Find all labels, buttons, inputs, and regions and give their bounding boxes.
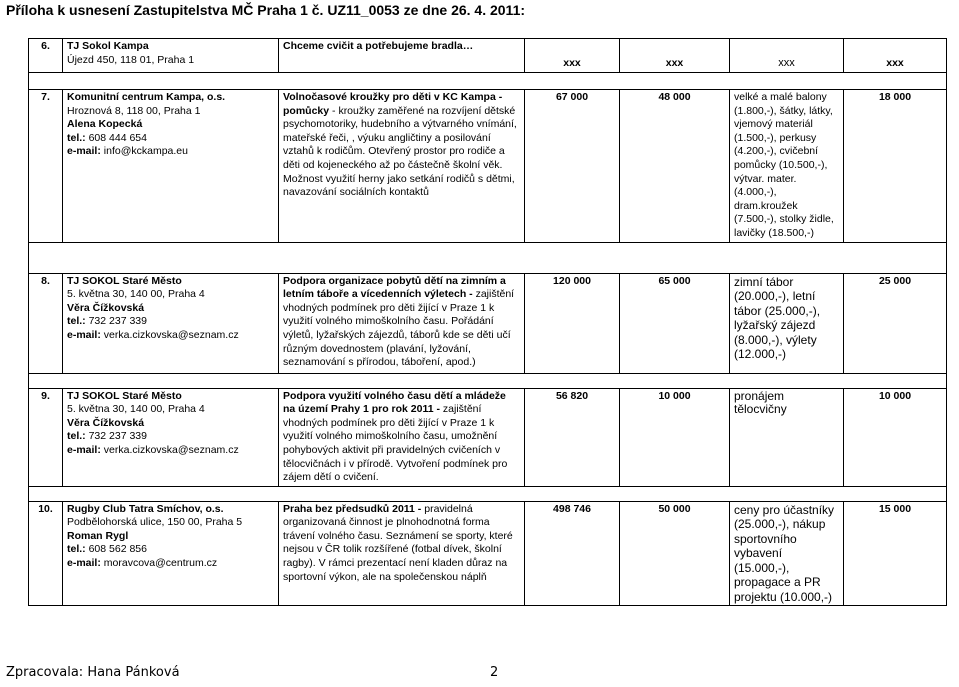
granted-amount: xxx (844, 39, 947, 73)
tel-value: 732 237 339 (88, 315, 147, 328)
org-address: Podbělohorská ulice, 150 00, Praha 5 (67, 516, 243, 529)
tel-label: tel.: (67, 430, 86, 443)
project-title: Praha bez předsudků 2011 - (283, 502, 422, 515)
organization-cell (63, 39, 279, 73)
email-value: verka.cizkovska@seznam.cz (103, 443, 239, 456)
organization-cell (63, 273, 279, 373)
org-name: Komunitní centrum Kampa, o.s. (67, 91, 226, 103)
org-address: 5. května 30, 140 00, Praha 4 (67, 288, 205, 301)
items-cell: velké a malé balony (1.800,-), šátky, látky, vjemový materiál (1.500,-), perkusy (4.200,-), cvičební pomůcky (10.500,-), výtvar. mater. (4.000,-), dram.kroužek (7.500,-), stolky židle, lavičky (18.500,-) (730, 90, 844, 243)
items-cell: pronájem tělocvičny (730, 388, 844, 486)
tel-value: 608 444 654 (88, 131, 147, 144)
total-cost: 67 000 (525, 90, 620, 243)
project-title: Volnočasové kroužky pro děti v KC Kampa - pomůcky (283, 91, 503, 117)
items-cell: xxx (730, 39, 844, 73)
project-title: Podpora organizace pobytů dětí na zimním a letním táboře a vícedenních výletech - (283, 274, 506, 301)
org-address: Újezd 450, 118 01, Praha 1 (67, 53, 195, 66)
table-row (29, 90, 947, 243)
contact-person: Roman Rygl (67, 529, 129, 542)
project-title: Podpora využití volného času dětí a mládeže na území Prahy 1 pro rok 2011 - (283, 389, 506, 416)
tel-label: tel.: (67, 315, 86, 328)
org-name: TJ SOKOL Staré Město (67, 389, 182, 402)
tel-label: tel.: (67, 543, 86, 556)
email-label: e-mail: (67, 557, 101, 570)
project-cell: Chceme cvičit a potřebujeme bradla… (279, 39, 525, 73)
table-row (29, 501, 947, 606)
email-value: info@kckampa.eu (103, 145, 188, 158)
tel-value: 608 562 856 (88, 543, 147, 556)
page-number: 2 (490, 665, 499, 680)
email-label: e-mail: (67, 145, 101, 158)
organization-cell (63, 501, 279, 606)
row-number: 8. (29, 273, 63, 373)
requested-amount: 10 000 (620, 388, 730, 486)
project-description: zajištění vhodných podmínek pro děti žijící v Praze 1 k využití volného mimoškolního času, umožnění pohybových aktivit při pravidelných cvičeních v tělocvičnách i v přírodě. Vytvoření podmínek pro zájem dětí o cvičení. (283, 403, 508, 484)
contact-person: Věra Čížkovská (67, 301, 145, 314)
org-address: 5. května 30, 140 00, Praha 4 (67, 403, 205, 416)
spacer-row (29, 242, 947, 273)
total-cost: 56 820 (525, 388, 620, 486)
total-cost: xxx (525, 39, 620, 73)
email-label: e-mail: (67, 328, 101, 341)
project-cell (279, 273, 525, 373)
row-number: 9. (29, 388, 63, 486)
email-value: moravcova@centrum.cz (103, 557, 218, 570)
row-number: 10. (29, 501, 63, 606)
project-cell (279, 90, 525, 243)
table-row (29, 39, 947, 73)
project-description: zajištění vhodných podmínek pro děti žijící v Praze 1 k využití volného mimoškolního času. Pořádání výletů, lyžařských zájezdů, táborů kde se děti učí různým dovednostem (plavání, lyžování, seznamování s přírodou, táboření, apod.) (283, 288, 515, 369)
spacer-row (29, 486, 947, 501)
page-heading: Příloha k usnesení Zastupitelstva MČ Praha 1 č. UZ11_0053 ze dne 26. 4. 2011: (6, 2, 526, 18)
granted-amount: 15 000 (844, 501, 947, 606)
granted-amount: 18 000 (844, 90, 947, 243)
spacer-row (29, 73, 947, 90)
project-cell (279, 388, 525, 486)
tel-value: 732 237 339 (88, 430, 147, 443)
spacer-row (29, 373, 947, 388)
row-number: 6. (29, 39, 63, 73)
requested-amount: xxx (620, 39, 730, 73)
org-name: TJ Sokol Kampa (67, 40, 149, 52)
email-label: e-mail: (67, 443, 101, 456)
items-cell: ceny pro účastníky (25.000,-), nákup sportovního vybavení (15.000,-), propagace a PR projektu (10.000,-) (730, 501, 844, 606)
table-row (29, 273, 947, 373)
row-number: 7. (29, 90, 63, 243)
org-name: TJ SOKOL Staré Město (67, 274, 182, 287)
organization-cell (63, 388, 279, 486)
total-cost: 498 746 (525, 501, 620, 606)
table-row (29, 388, 947, 486)
project-cell (279, 501, 525, 606)
requested-amount: 50 000 (620, 501, 730, 606)
tel-label: tel.: (67, 131, 86, 144)
org-name: Rugby Club Tatra Smíchov, o.s. (67, 502, 224, 515)
requested-amount: 65 000 (620, 273, 730, 373)
granted-amount: 10 000 (844, 388, 947, 486)
requested-amount: 48 000 (620, 90, 730, 243)
prepared-by: Zpracovala: Hana Pánková (6, 665, 180, 680)
contact-person: Věra Čížkovská (67, 416, 145, 429)
granted-amount: 25 000 (844, 273, 947, 373)
email-value: verka.cizkovska@seznam.cz (103, 328, 239, 341)
org-address: Hroznová 8, 118 00, Praha 1 (67, 104, 201, 117)
total-cost: 120 000 (525, 273, 620, 373)
organization-cell (63, 90, 279, 243)
grant-table (28, 38, 947, 606)
items-cell: zimní tábor (20.000,-), letní tábor (25.000,-), lyžařský zájezd (8.000,-), výlety (12.000,-) (730, 273, 844, 373)
project-description: - kroužky zaměřené na rozvíjení dětské psychomotoriky, hudebního a výtvarného vnímání, mateřské řeči, , výuku angličtiny a posilování vztahů k rodičům. Otevřený prostor pro rodiče a děti od kojeneckého až po částečně školní věk. Možnost využití herny jako setkání rodičů s dětmi, navazování sociálních kontaktů (283, 104, 517, 199)
project-description: pravidelná organizovaná činnost je plnohodnotná forma trávení volného času. Seznámení se sporty, které nejsou v ČR tolik rozšířené (fotbal dívek, školní ragby). V rámci prezentací není kladen důraz na sportovní výkon, ale na společenskou náplň (283, 502, 513, 583)
contact-person: Alena Kopecká (67, 118, 143, 131)
